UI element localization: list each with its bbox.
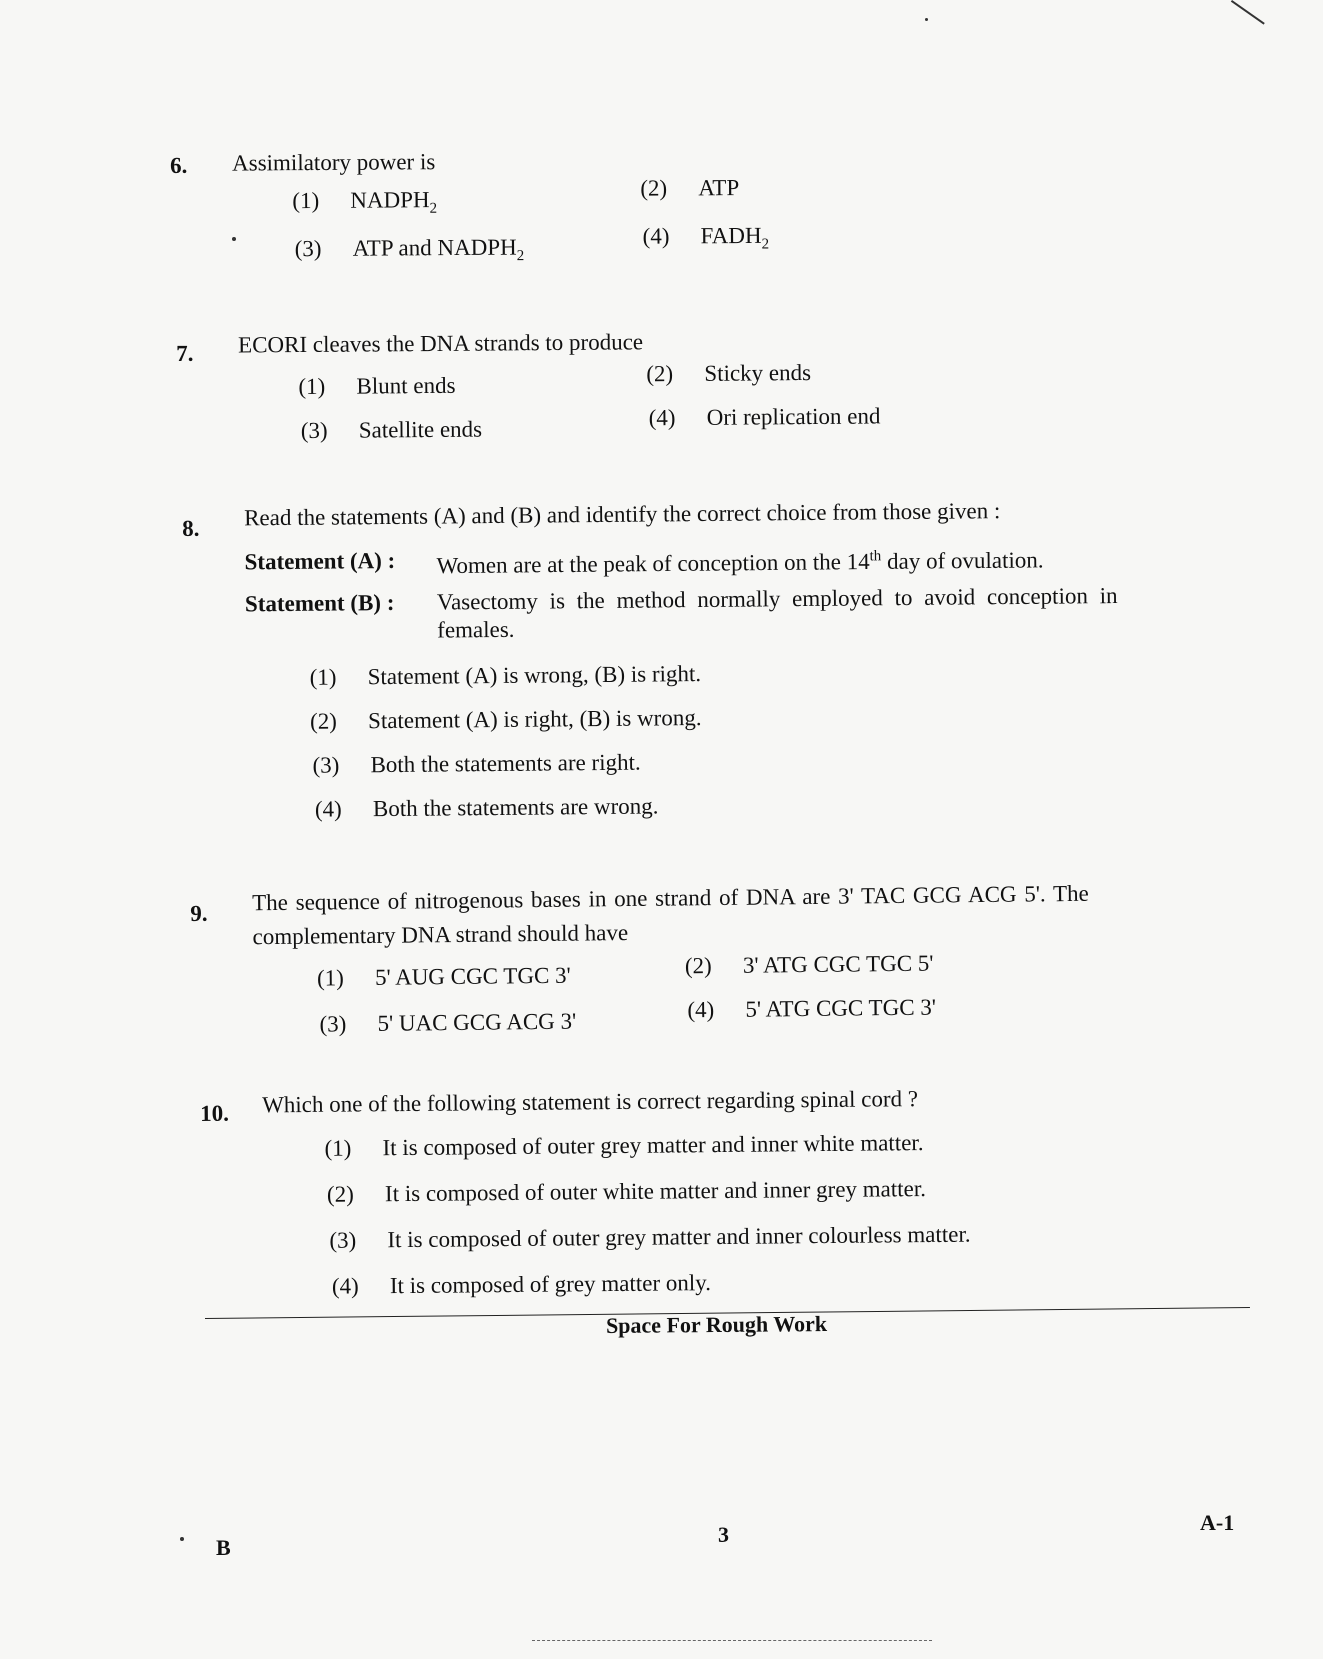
option-number: (2) <box>684 953 712 979</box>
option-text: Both the statements are wrong. <box>372 793 659 822</box>
option-text: 3' ATG CGC TGC 5' <box>742 950 934 978</box>
option-number: (1) <box>309 664 337 690</box>
option-text: Statement (A) is wrong, (B) is right. <box>367 661 702 690</box>
scan-dashed-line <box>532 1640 932 1641</box>
series-code: B <box>216 1535 231 1560</box>
option-text: FADH <box>700 222 762 249</box>
page-number: 3 <box>718 1522 729 1547</box>
option-1 <box>310 660 702 692</box>
question-number: 10. <box>200 1100 230 1126</box>
option-number: (4) <box>648 405 676 431</box>
option-number: (3) <box>319 1011 347 1037</box>
option-3 <box>319 1008 576 1039</box>
option-number: (1) <box>298 373 326 400</box>
option-number: (4) <box>642 223 670 249</box>
option-number: (1) <box>324 1135 352 1161</box>
question-text: Assimilatory power is <box>232 149 436 176</box>
question-number: 9. <box>190 900 208 926</box>
option-1 <box>324 1129 923 1163</box>
question-text: Which one of the following statement is correct regarding spinal cord ? <box>262 1086 919 1118</box>
option-number: (4) <box>314 796 342 822</box>
option-4 <box>315 792 659 823</box>
statement-a-label: Statement (A) : <box>244 547 396 575</box>
option-2 <box>685 950 934 981</box>
option-text: ATP and NADPH <box>352 234 517 261</box>
option-text: Statement (A) is right, (B) is wrong. <box>367 705 702 734</box>
statement-b-label: Statement (B) : <box>244 589 395 617</box>
option-text: Ori replication end <box>706 403 881 430</box>
option-1 <box>292 186 437 224</box>
option-text: NADPH <box>350 187 430 213</box>
option-1 <box>317 962 571 993</box>
question-text-line1: The sequence of nitrogenous bases in one strand of DNA are 3' TAC GCG ACG 5'. The <box>252 880 1089 916</box>
option-number: (3) <box>300 417 328 444</box>
option-number: (2) <box>326 1181 354 1207</box>
option-number: (1) <box>316 965 344 991</box>
option-4 <box>687 994 936 1025</box>
option-number: (2) <box>646 361 674 387</box>
statement-a-text: Women are at the peak of conception on the 14th day of ovulation. <box>436 547 1044 579</box>
scan-speck <box>925 18 928 21</box>
scan-edge-line <box>1231 0 1265 24</box>
option-3 <box>312 749 640 780</box>
statement-b-text: Vasectomy is the method normally employed to avoid conception in females. <box>436 583 1118 643</box>
option-4 <box>643 222 770 259</box>
option-subscript: 2 <box>429 200 438 217</box>
option-number: (3) <box>329 1227 357 1253</box>
option-subscript: 2 <box>516 248 525 265</box>
option-text: It is composed of grey matter only. <box>389 1270 712 1299</box>
option-text: Satellite ends <box>358 416 483 443</box>
question-text: Read the statements (A) and (B) and identify the correct choice from those given : <box>244 498 1001 531</box>
option-number: (1) <box>292 187 320 214</box>
option-text: It is composed of outer white matter and inner grey matter. <box>384 1176 927 1207</box>
option-2 <box>310 704 702 736</box>
option-number: (3) <box>294 235 322 262</box>
option-text: 5' AUG CGC TGC 3' <box>374 962 571 990</box>
option-text: ATP <box>698 175 740 201</box>
option-3 <box>295 234 525 272</box>
option-text: Sticky ends <box>704 360 812 386</box>
option-4 <box>332 1269 711 1301</box>
option-subscript: 2 <box>761 236 770 253</box>
option-text: 5' ATG CGC TGC 3' <box>745 994 937 1022</box>
option-text: It is composed of outer grey matter and inner white matter. <box>382 1130 924 1161</box>
rough-work-label: Space For Rough Work <box>605 1311 828 1338</box>
question-number: 7. <box>176 340 194 366</box>
question-number: 8. <box>182 515 200 541</box>
statement-b <box>245 582 1118 646</box>
option-4 <box>649 402 881 432</box>
option-3 <box>329 1221 970 1255</box>
option-number: (2) <box>640 175 668 201</box>
option-number: (3) <box>312 752 340 778</box>
option-text: Blunt ends <box>356 372 456 399</box>
question-text: ECORI cleaves the DNA strands to produce <box>238 329 644 358</box>
option-number: (4) <box>687 997 715 1023</box>
option-text: Both the statements are right. <box>370 749 641 778</box>
option-text: 5' UAC GCG ACG 3' <box>377 1008 577 1036</box>
option-2 <box>646 359 811 388</box>
scan-speck <box>232 237 236 241</box>
question-text-line2: complementary DNA strand should have <box>252 920 629 950</box>
booklet-code: A-1 <box>1200 1510 1235 1535</box>
option-text: It is composed of outer grey matter and inner colourless matter. <box>387 1221 971 1253</box>
option-number: (4) <box>331 1273 359 1299</box>
option-2 <box>327 1175 926 1209</box>
option-1 <box>298 372 455 401</box>
question-number: 6. <box>170 152 188 178</box>
option-2 <box>640 174 739 203</box>
option-number: (2) <box>309 708 338 734</box>
statement-a <box>244 541 1043 582</box>
option-3 <box>301 416 482 445</box>
scan-speck <box>180 1537 184 1541</box>
